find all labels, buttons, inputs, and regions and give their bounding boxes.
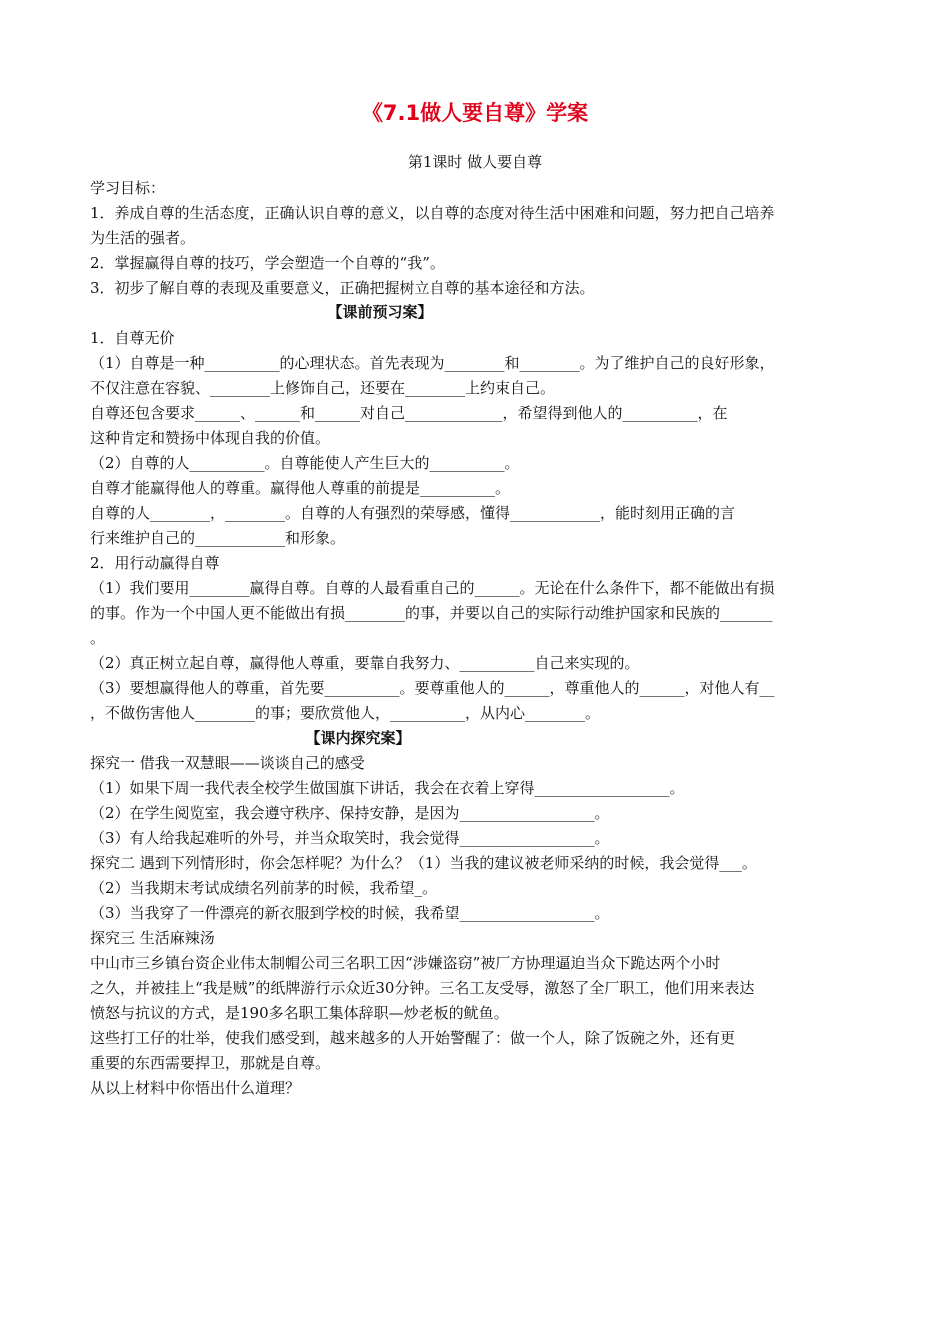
reading-passage-line: 愤怒与抗议的方式，是190多名职工集体辞职—炒老板的鱿鱼。 <box>90 1004 509 1022</box>
section-heading-inclass: 【课内探究案】 <box>305 729 411 747</box>
fill-blank-line: 。 <box>90 629 106 647</box>
objective-line: 1．养成自尊的生活态度，正确认识自尊的意义，以自尊的态度对待生活中困难和问题，努力把自己培养 <box>90 204 775 222</box>
fill-blank-line: （3）要想赢得他人的尊重，首先要__________。要尊重他人的______，尊重他人的______，对他人有__ <box>90 679 775 697</box>
fill-blank-line: ，不做伤害他人________的事；要欣赏他人，__________，从内心________。 <box>90 704 601 722</box>
lesson-subtitle: 第1课时 做人要自尊 <box>407 153 543 171</box>
fill-blank-line: 这种肯定和赞扬中体现自我的价值。 <box>90 429 331 447</box>
fill-blank-line: （2）当我期末考试成绩名列前茅的时候，我希望_。 <box>90 879 438 897</box>
reading-passage-line: 中山市三乡镇台资企业伟太制帽公司三名职工因“涉嫌盗窃”被厂方协理逼迫当众下跪达两个小时 <box>90 954 721 972</box>
fill-blank-line: （1）自尊是一种__________的心理状态。首先表现为________和________。为了维护自己的良好形象， <box>90 354 775 372</box>
exploration-heading: 探究一 借我一双慧眼——谈谈自己的感受 <box>90 754 365 772</box>
objective-line: 为生活的强者。 <box>90 229 196 247</box>
section-heading-preview: 【课前预习案】 <box>327 303 433 321</box>
fill-blank-line: 不仅注意在容貌、________上修饰自己，还要在________上约束自己。 <box>90 379 556 397</box>
exploration-heading: 探究三 生活麻辣汤 <box>90 929 215 947</box>
fill-blank-line: （3）有人给我起难听的外号，并当众取笑时，我会觉得__________________。 <box>90 829 610 847</box>
fill-blank-line: （1）我们要用________赢得自尊。自尊的人最看重自己的______。无论在什么条件下，都不能做出有损 <box>90 579 775 597</box>
subheading: 2．用行动赢得自尊 <box>90 554 220 572</box>
reading-passage-line: 重要的东西需要捍卫，那就是自尊。 <box>90 1054 331 1072</box>
fill-blank-line: （3）当我穿了一件漂亮的新衣服到学校的时候，我希望__________________。 <box>90 904 610 922</box>
objectives-heading: 学习目标： <box>90 179 166 197</box>
fill-blank-line: 自尊才能赢得他人的尊重。赢得他人尊重的前提是__________。 <box>90 479 511 497</box>
fill-blank-line: 自尊还包含要求______、______和______对自己_____________，希望得到他人的__________，在 <box>90 404 728 422</box>
fill-blank-line: 行来维护自己的____________和形象。 <box>90 529 346 547</box>
fill-blank-line: （2）自尊的人__________。自尊能使人产生巨大的__________。 <box>90 454 520 472</box>
fill-blank-line: （2）真正树立起自尊，赢得他人尊重，要靠自我努力、__________自己来实现的。 <box>90 654 640 672</box>
objective-line: 2．掌握赢得自尊的技巧，学会塑造一个自尊的“我”。 <box>90 254 445 272</box>
document-title: 《7.1做人要自尊》学案 <box>361 101 589 125</box>
reading-passage-line: 这些打工仔的壮举，使我们感受到，越来越多的人开始警醒了：做一个人，除了饭碗之外，还有更 <box>90 1029 736 1047</box>
objective-line: 3．初步了解自尊的表现及重要意义，正确把握树立自尊的基本途径和方法。 <box>90 279 595 297</box>
exploration-heading: 探究二 遇到下列情形时，你会怎样呢？为什么？（1）当我的建议被老师采纳的时候，我会觉得___。 <box>90 854 757 872</box>
fill-blank-line: （1）如果下周一我代表全校学生做国旗下讲话，我会在衣着上穿得__________________。 <box>90 779 685 797</box>
fill-blank-line: 的事。作为一个中国人更不能做出有损________的事，并要以自己的实际行动维护国家和民族的_______ <box>90 604 773 622</box>
question-line: 从以上材料中你悟出什么道理？ <box>90 1079 301 1097</box>
fill-blank-line: （2）在学生阅览室，我会遵守秩序、保持安静，是因为__________________。 <box>90 804 610 822</box>
subheading: 1．自尊无价 <box>90 329 175 347</box>
reading-passage-line: 之久，并被挂上“我是贼”的纸牌游行示众近30分钟。三名工友受辱，激怒了全厂职工，他们用来表达 <box>90 979 755 997</box>
fill-blank-line: 自尊的人________，________。自尊的人有强烈的荣辱感，懂得____________，能时刻用正确的言 <box>90 504 736 522</box>
